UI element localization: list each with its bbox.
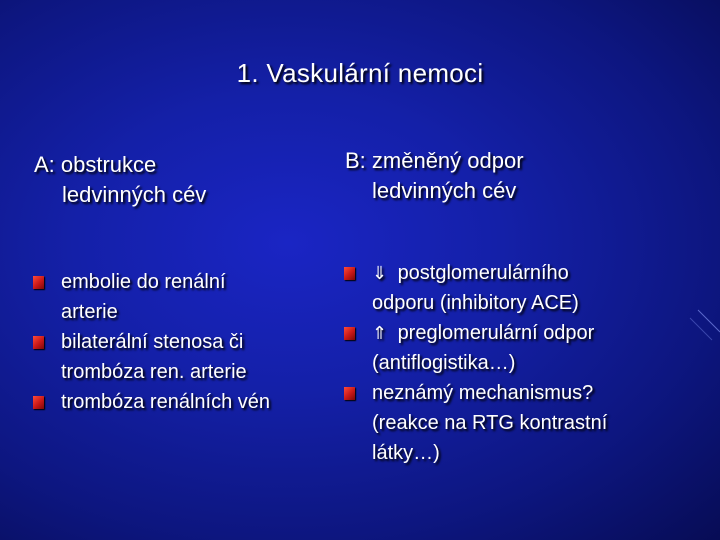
list-item-line: arterie xyxy=(61,301,118,323)
list-item-line: neznámý mechanismus? xyxy=(372,382,594,404)
column-b-heading-line1: B: změněný odpor xyxy=(345,148,524,173)
column-b-heading-line2: ledvinných cév xyxy=(372,178,517,203)
list-item-line: (antiflogistika…) xyxy=(372,352,516,374)
column-a-list xyxy=(33,267,343,417)
list-item-line: trombóza renálních vén xyxy=(61,391,271,413)
square-bullet-icon xyxy=(344,387,355,400)
list-item xyxy=(33,327,343,387)
list-item-line: postglomerulárního xyxy=(397,262,569,284)
list-item-line: odporu (inhibitory ACE) xyxy=(372,292,579,314)
column-a-heading-line1: A: obstrukce xyxy=(34,152,157,177)
column-a-heading xyxy=(34,150,314,210)
list-item-line: trombóza ren. arterie xyxy=(61,361,247,383)
list-item-line: preglomerulární odpor xyxy=(397,322,595,344)
list-item-line: embolie do renální xyxy=(61,271,226,293)
square-bullet-icon xyxy=(33,276,44,289)
list-item xyxy=(33,267,343,327)
list-item xyxy=(344,318,704,378)
list-item-line: bilaterální stenosa či xyxy=(61,331,244,353)
column-b-heading xyxy=(345,146,675,206)
slide-title: 1. Vaskulární nemoci xyxy=(236,58,484,88)
column-a-heading-line2: ledvinných cév xyxy=(62,182,207,207)
list-item-line: látky…) xyxy=(372,442,440,464)
square-bullet-icon xyxy=(344,267,355,280)
list-item xyxy=(344,378,704,468)
list-item xyxy=(344,258,704,318)
arrow-down-icon: ⇓ xyxy=(372,263,388,283)
square-bullet-icon xyxy=(344,327,355,340)
list-item xyxy=(33,387,343,417)
column-b-list xyxy=(344,258,704,468)
square-bullet-icon xyxy=(33,396,44,409)
list-item-line: (reakce na RTG kontrastní xyxy=(372,412,608,434)
arrow-up-icon: ⇑ xyxy=(372,323,388,343)
square-bullet-icon xyxy=(33,336,44,349)
